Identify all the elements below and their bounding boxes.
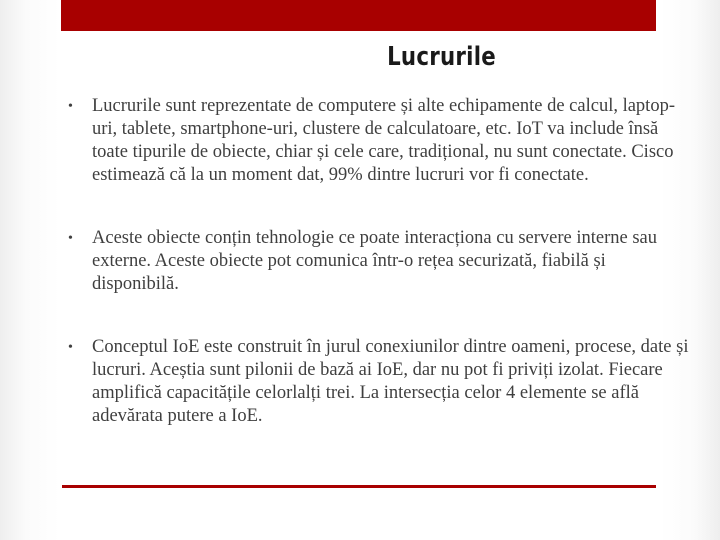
bullet-marker: • [68,99,73,114]
bullet-marker: • [68,231,73,246]
slide-title: Lucrurile [387,42,496,72]
bullet-item-2 [62,227,692,296]
bullet-list [62,95,692,428]
bullet-item-3 [62,336,692,428]
bullet-text: Conceptul IoE este construit în jurul conexiunilor dintre oameni, procese, date și lucruri. Aceștia sunt pilonii de bază ai IoE, dar nu pot fi priviți izolat. Fiecare amplifică capacitățile celorlalți trei. La intersecția celor 4 elemente se află adevărata putere a IoE. [92,337,689,426]
bullet-text: Lucrurile sunt reprezentate de computere și alte echipamente de calcul, laptop-uri, tablete, smartphone-uri, clustere de calculatoare, etc. IoT va include însă toate tipurile de obiecte, chiar și cele care, tradițional, nu sunt conectate. Cisco estimează că la un moment dat, 99% dintre lucruri vor fi conectate. [92,96,675,185]
bottom-accent-rule [62,485,656,488]
top-accent-bar [61,0,656,31]
bullet-marker: • [68,340,73,355]
bullet-item-1 [62,95,692,187]
bullet-text: Aceste obiecte conțin tehnologie ce poate interacționa cu servere interne sau externe. Aceste obiecte pot comunica într-o rețea securizată, fiabilă și disponibilă. [92,228,658,294]
